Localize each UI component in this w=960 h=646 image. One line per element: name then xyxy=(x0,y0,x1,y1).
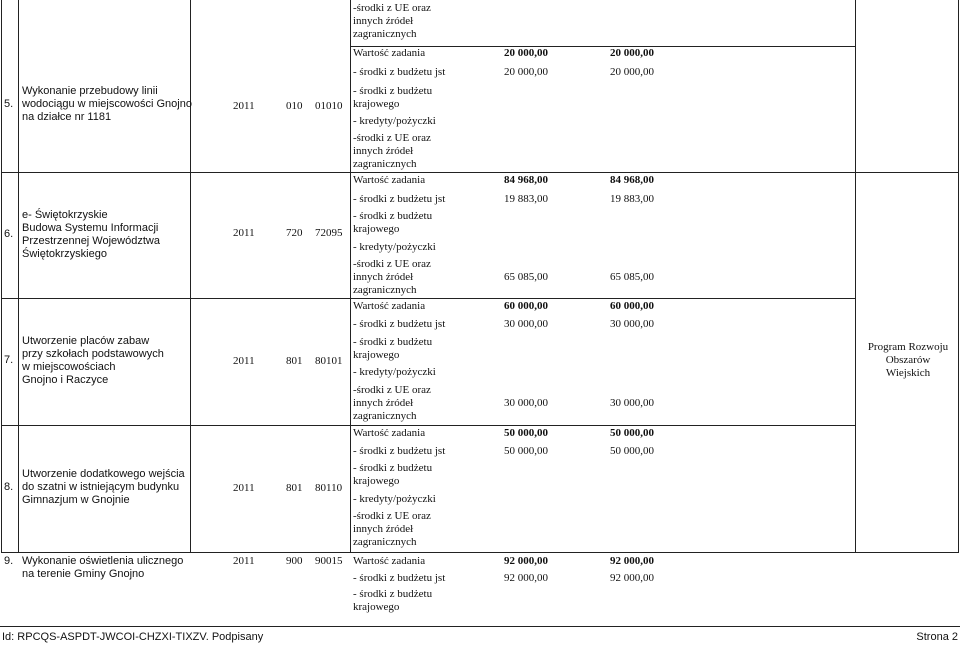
year: 2011 xyxy=(233,555,255,567)
foreign-label-2: innych źródeł xyxy=(353,271,414,283)
page-number: Strona 2 xyxy=(916,631,958,643)
year: 2011 xyxy=(233,100,255,112)
label-budzet-kraj: - środki z budżetu xyxy=(353,588,433,600)
label-wartosc: Wartość zadania xyxy=(353,427,426,439)
task-title: na terenie Gminy Gnojno xyxy=(22,568,145,580)
label-budzet-kraj-2: krajowego xyxy=(353,349,400,361)
label-budzet-kraj-2: krajowego xyxy=(353,601,400,613)
rozdzial: 72095 xyxy=(315,227,343,239)
value-wartosc-2: 92 000,00 xyxy=(610,555,654,567)
rozdzial: 01010 xyxy=(315,100,343,112)
task-title: do szatni w istniejącym budynku xyxy=(22,481,180,493)
label-kredyty: - kredyty/pożyczki xyxy=(353,366,436,378)
value-wartosc: 92 000,00 xyxy=(504,555,548,567)
label-budzet-jst: - środki z budżetu jst xyxy=(353,572,446,584)
task-title: Budowa Systemu Informacji xyxy=(22,222,159,234)
foreign-label-3: zagranicznych xyxy=(353,158,417,170)
task-title: wodociągu w miejscowości Gnojno xyxy=(22,98,192,110)
row-number: 9. xyxy=(4,555,14,567)
value-wartosc-2: 20 000,00 xyxy=(610,47,654,59)
foreign-label-3: zagranicznych xyxy=(353,28,417,40)
year: 2011 xyxy=(233,482,255,494)
foreign-label-3: zagranicznych xyxy=(353,284,417,296)
foreign-label-3: zagranicznych xyxy=(353,536,417,548)
label-budzet-jst: - środki z budżetu jst xyxy=(353,66,446,78)
task-title: Przestrzennej Województwa xyxy=(22,235,160,247)
rozdzial: 80101 xyxy=(315,355,343,367)
value-wartosc: 50 000,00 xyxy=(504,427,548,439)
foreign-label-1: -środki z UE oraz xyxy=(353,2,431,14)
value-wartosc-2: 84 968,00 xyxy=(610,174,654,186)
task-title: w miejscowościach xyxy=(22,361,116,373)
value-jst: 19 883,00 xyxy=(504,193,548,205)
foreign-label-3: zagranicznych xyxy=(353,410,417,422)
value-wartosc-2: 60 000,00 xyxy=(610,300,654,312)
label-kredyty: - kredyty/pożyczki xyxy=(353,115,436,127)
label-wartosc: Wartość zadania xyxy=(353,174,426,186)
label-budzet-kraj: - środki z budżetu xyxy=(353,85,433,97)
label-budzet-kraj-2: krajowego xyxy=(353,475,400,487)
dzial: 801 xyxy=(286,482,303,494)
label-budzet-kraj-2: krajowego xyxy=(353,223,400,235)
label-kredyty: - kredyty/pożyczki xyxy=(353,493,436,505)
label-wartosc: Wartość zadania xyxy=(353,47,426,59)
document-id: Id: RPCQS-ASPDT-JWCOI-CHZXI-TIXZV. Podpisany xyxy=(2,631,264,643)
value-jst-2: 50 000,00 xyxy=(610,445,654,457)
task-title: Gnojno i Raczyce xyxy=(22,374,109,386)
foreign-label-1: -środki z UE oraz xyxy=(353,132,431,144)
dzial: 010 xyxy=(286,100,303,112)
row-number: 7. xyxy=(4,354,14,366)
value-ue-2: 30 000,00 xyxy=(610,397,654,409)
label-budzet-kraj: - środki z budżetu xyxy=(353,210,433,222)
year: 2011 xyxy=(233,227,255,239)
dzial: 900 xyxy=(286,555,303,567)
value-jst: 30 000,00 xyxy=(504,318,548,330)
task-title: Wykonanie przebudowy linii xyxy=(22,85,158,97)
foreign-label-1: -środki z UE oraz xyxy=(353,384,431,396)
label-budzet-kraj: - środki z budżetu xyxy=(353,462,433,474)
label-budzet-jst: - środki z budżetu jst xyxy=(353,193,446,205)
foreign-label-1: -środki z UE oraz xyxy=(353,510,431,522)
value-wartosc-2: 50 000,00 xyxy=(610,427,654,439)
value-wartosc: 60 000,00 xyxy=(504,300,548,312)
label-wartosc: Wartość zadania xyxy=(353,555,426,567)
task-title: e- Świętokrzyskie xyxy=(22,209,108,221)
value-ue: 65 085,00 xyxy=(504,271,548,283)
value-jst: 50 000,00 xyxy=(504,445,548,457)
foreign-label-2: innych źródeł xyxy=(353,523,414,535)
value-jst: 20 000,00 xyxy=(504,66,548,78)
row-number: 5. xyxy=(4,98,14,110)
label-budzet-jst: - środki z budżetu jst xyxy=(353,318,446,330)
dzial: 720 xyxy=(286,227,303,239)
year: 2011 xyxy=(233,355,255,367)
value-jst-2: 20 000,00 xyxy=(610,66,654,78)
program-name: Obszarów xyxy=(885,354,931,366)
dzial: 801 xyxy=(286,355,303,367)
program-name: Program Rozwoju xyxy=(867,341,949,353)
value-ue: 30 000,00 xyxy=(504,397,548,409)
label-budzet-jst: - środki z budżetu jst xyxy=(353,445,446,457)
label-budzet-kraj-2: krajowego xyxy=(353,98,400,110)
value-wartosc: 20 000,00 xyxy=(504,47,548,59)
value-ue-2: 65 085,00 xyxy=(610,271,654,283)
foreign-label-2: innych źródeł xyxy=(353,397,414,409)
value-wartosc: 84 968,00 xyxy=(504,174,548,186)
task-title: przy szkołach podstawowych xyxy=(22,348,164,360)
foreign-label-2: innych źródeł xyxy=(353,145,414,157)
value-jst: 92 000,00 xyxy=(504,572,548,584)
task-title: Utworzenie placów zabaw xyxy=(22,335,150,347)
row-number: 8. xyxy=(4,481,14,493)
rozdzial: 80110 xyxy=(315,482,343,494)
task-title: Utworzenie dodatkowego wejścia xyxy=(22,468,185,480)
foreign-label-2: innych źródeł xyxy=(353,15,414,27)
task-title: na działce nr 1181 xyxy=(22,111,112,123)
row-number: 6. xyxy=(4,228,14,240)
label-budzet-kraj: - środki z budżetu xyxy=(353,336,433,348)
foreign-label-1: -środki z UE oraz xyxy=(353,258,431,270)
value-jst-2: 19 883,00 xyxy=(610,193,654,205)
value-jst-2: 92 000,00 xyxy=(610,572,654,584)
value-jst-2: 30 000,00 xyxy=(610,318,654,330)
program-name: Wiejskich xyxy=(885,367,931,379)
label-kredyty: - kredyty/pożyczki xyxy=(353,241,436,253)
rozdzial: 90015 xyxy=(315,555,343,567)
label-wartosc: Wartość zadania xyxy=(353,300,426,312)
task-title: Świętokrzyskiego xyxy=(22,248,107,260)
task-title: Wykonanie oświetlenia ulicznego xyxy=(22,555,184,567)
task-title: Gimnazjum w Gnojnie xyxy=(22,494,130,506)
